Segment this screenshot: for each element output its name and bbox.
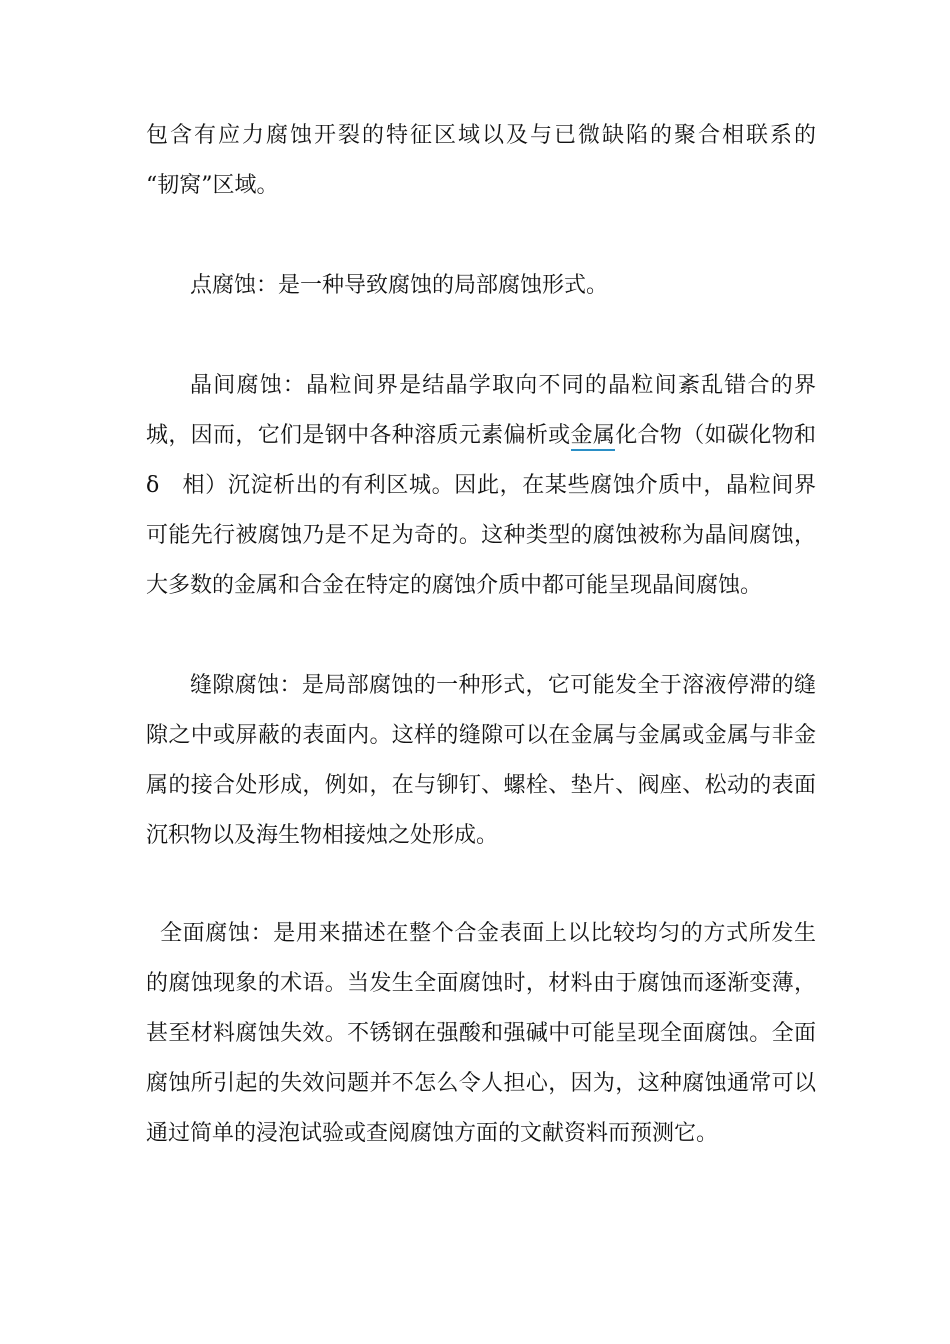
line-2-text-before: 城，因而，它们是钢中各种溶质元素偏析或 <box>146 423 571 448</box>
paragraph-1-line-2: “韧窝”区域。 <box>146 173 279 198</box>
paragraph-pitting-line-1: 点腐蚀：是一种导致腐蚀的局部腐蚀形式。 <box>190 273 609 298</box>
paragraph-intergranular-line-5: 大多数的金属和合金在特定的腐蚀介质中都可能呈现晶间腐蚀。 <box>146 573 763 598</box>
paragraph-crevice-line-2: 隙之中或屏蔽的表面内。这样的缝隙可以在金属与金属或金属与非金 <box>146 723 816 748</box>
paragraph-intergranular-line-2 <box>146 420 816 452</box>
paragraph-general-line-3: 甚至材料腐蚀失效。不锈钢在强酸和强碱中可能呈现全面腐蚀。全面 <box>146 1021 816 1046</box>
paragraph-crevice-line-1: 缝隙腐蚀：是局部腐蚀的一种形式，它可能发全于溶液停滞的缝 <box>190 673 816 698</box>
paragraph-1-line-1: 包含有应力腐蚀开裂的特征区域以及与已微缺陷的聚合相联系的 <box>146 123 816 148</box>
paragraph-general-line-5: 通过简单的浸泡试验或查阅腐蚀方面的文献资料而预测它。 <box>146 1121 719 1146</box>
paragraph-intergranular-line-4: 可能先行被腐蚀乃是不足为奇的。这种类型的腐蚀被称为晶间腐蚀， <box>146 523 816 548</box>
paragraph-crevice-line-4: 沉积物以及海生物相接烛之处形成。 <box>146 823 499 848</box>
paragraph-general-line-4: 腐蚀所引起的失效问题并不怎么令人担心，因为，这种腐蚀通常可以 <box>146 1071 816 1096</box>
paragraph-crevice-line-3: 属的接合处形成，例如，在与铆钉、螺栓、垫片、阀座、松动的表面 <box>146 773 816 798</box>
paragraph-intergranular-line-3: δ 相）沉淀析出的有利区城。因此，在某些腐蚀介质中，晶粒间界 <box>146 473 816 498</box>
line-2-text-after: 化合物（如碳化物和 <box>615 423 816 448</box>
paragraph-general-line-2: 的腐蚀现象的术语。当发生全面腐蚀时，材料由于腐蚀而逐渐变薄， <box>146 971 816 996</box>
paragraph-general-line-1: 全面腐蚀：是用来描述在整个合金表面上以比较均匀的方式所发生 <box>160 921 816 946</box>
metal-hyperlink[interactable]: 金属 <box>571 423 616 451</box>
paragraph-intergranular-line-1: 晶间腐蚀：晶粒间界是结晶学取向不同的晶粒间紊乱错合的界 <box>190 373 816 398</box>
